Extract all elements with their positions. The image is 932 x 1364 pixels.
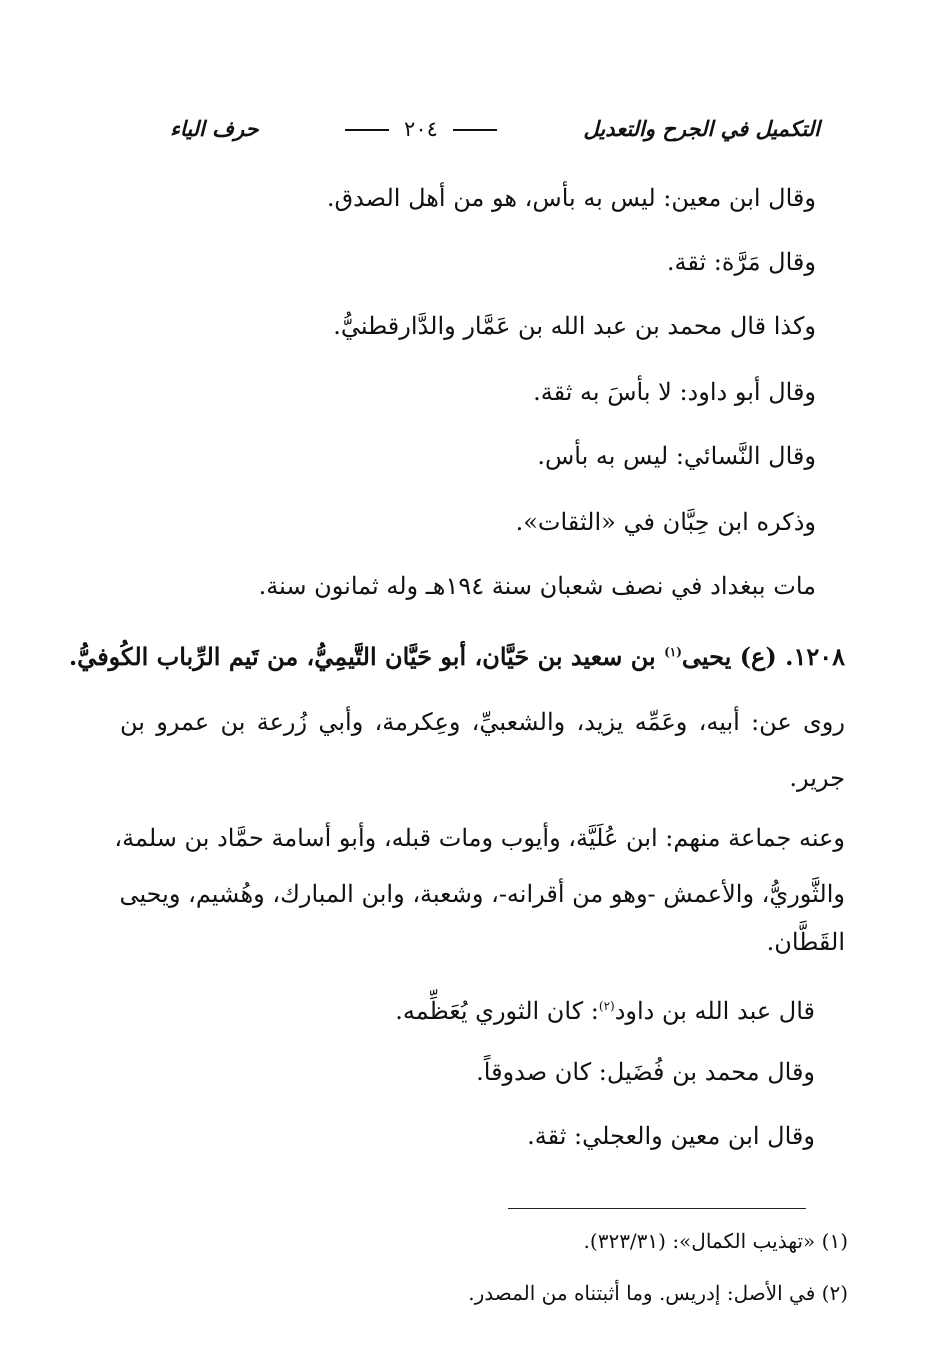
quote-line-1 <box>395 986 815 1026</box>
entry-code: (ع) <box>739 642 777 671</box>
header-rule-right <box>453 129 497 131</box>
quote-line-3: وقال ابن معين والعجلي: ثقة. <box>527 1122 815 1150</box>
footnote-1-number: (١) <box>821 1229 848 1253</box>
entry-name-rest: بن سعيد بن حَيَّان، أبو حَيَّان التَّيمِيُّ، من تَيم الرِّباب الكُوفيُّ. <box>68 642 656 671</box>
footnote-1-text: «تهذيب الكمال»: (٣٢٣/٣١). <box>583 1229 816 1253</box>
quote-line-2: وقال محمد بن فُضَيل: كان صدوقاً. <box>476 1058 815 1086</box>
footnote-2-text: في الأصل: إدريس. وما أثبتناه من المصدر. <box>468 1281 816 1305</box>
footnote-ref-1[interactable]: (١) <box>664 645 682 659</box>
header-section: حرف الياء <box>170 115 259 141</box>
anhu-line-3: القَطَّان. <box>766 928 845 956</box>
text-line-4: وقال أبو داود: لا بأسَ به ثقة. <box>533 378 816 406</box>
riwaya-line-1: روى عن: أبيه، وعَمِّه يزيد، والشعبيِّ، وعِكرمة، وأبي زُرعة بن عمرو بن <box>120 708 845 736</box>
text-line-7: مات ببغداد في نصف شعبان سنة ١٩٤هـ وله ثمانون سنة. <box>258 572 816 600</box>
footnote-2 <box>468 1276 848 1310</box>
footnote-ref-2[interactable]: (٢) <box>598 999 615 1013</box>
header-center <box>337 116 505 141</box>
text-line-5: وقال النَّسائي: ليس به بأس. <box>537 442 816 470</box>
text-line-6: وذكره ابن حِبَّان في «الثقات». <box>515 508 816 536</box>
text-line-1: وقال ابن معين: ليس به بأس، هو من أهل الصدق. <box>326 184 816 212</box>
footnote-separator <box>508 1208 806 1209</box>
header-rule-left <box>345 129 389 131</box>
page-number: ٢٠٤ <box>404 116 438 141</box>
running-header <box>170 108 820 148</box>
quote-1-end: : كان الثوري يُعَظِّمه. <box>395 997 599 1025</box>
quote-1-start: قال عبد الله بن داود <box>614 997 815 1025</box>
entry-heading <box>69 632 845 672</box>
anhu-line-1: وعنه جماعة منهم: ابن عُلَيَّة، وأيوب ومات قبله، وأبو أسامة حمَّاد بن سلمة، <box>114 824 845 852</box>
text-line-2: وقال مَرَّة: ثقة. <box>666 248 816 276</box>
entry-number: ١٢٠٨. <box>785 642 845 671</box>
entry-name: يحيى <box>681 642 732 671</box>
text-line-3: وكذا قال محمد بن عبد الله بن عَمَّار والدَّارقطنيُّ. <box>333 312 816 340</box>
footnote-2-number: (٢) <box>821 1281 848 1305</box>
anhu-line-2: والثَّوريُّ، والأعمش -وهو من أقرانه-، وشعبة، وابن المبارك، وهُشيم، ويحيى <box>119 880 845 908</box>
riwaya-line-2: جرير. <box>789 764 845 792</box>
footnote-1 <box>584 1224 848 1258</box>
header-book-title: التكميل في الجرح والتعديل <box>583 115 820 141</box>
